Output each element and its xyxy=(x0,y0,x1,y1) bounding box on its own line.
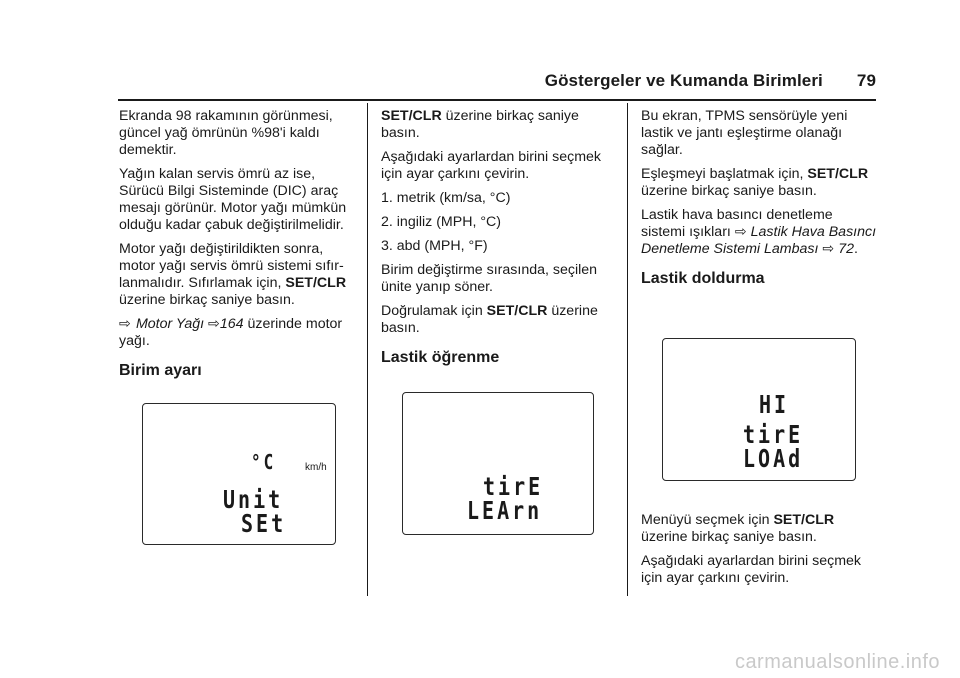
section-heading: Lastik doldurma xyxy=(641,270,765,287)
option-item: 2. ingiliz (MPH, °C) xyxy=(381,214,501,230)
lcd-line-1: tirE xyxy=(483,471,544,501)
paragraph: Motor yağı değiştirildikten sonra, motor yağı servis ömrü sistemi sıfır- lanmalıdır. Sıfırlamak için, SET/CLR üzerine birkaç saniye basın. xyxy=(119,241,347,308)
section-title: Göstergeler ve Kumanda Birimleri xyxy=(544,71,823,90)
lcd-display-tire-learn xyxy=(402,392,594,535)
page-number: 79 xyxy=(856,71,876,90)
paragraph: Aşağıdaki ayarlardan birini seçmek için ayar çarkını çevirin. xyxy=(641,553,862,586)
lcd-line-2: SEt xyxy=(241,508,287,538)
reference-link[interactable]: Lastik Hava Basıncı Denetleme Sistemi Lambası xyxy=(641,224,877,257)
lcd-speed-unit: km/h xyxy=(305,462,327,473)
section-heading: Lastik öğrenme xyxy=(381,349,500,366)
reference-link[interactable]: Motor Yağı xyxy=(135,316,205,332)
reference-page[interactable]: 72 xyxy=(838,241,854,257)
page-header xyxy=(545,71,876,91)
paragraph: Lastik hava basıncı denetleme sistemi ışıkları ⇨ Lastik Hava Basıncı Denetleme Sistemi Lambası ⇨ 72. xyxy=(641,207,877,257)
paragraph: SET/CLR üzerine birkaç saniye basın. xyxy=(381,108,579,141)
paragraph: Menüyü seçmek için SET/CLR üzerine birkaç saniye basın. xyxy=(641,512,835,545)
column-divider-1 xyxy=(367,103,368,596)
column-2 xyxy=(381,108,613,378)
lcd-line-2: LEArn xyxy=(467,495,543,525)
lcd-line-2: LOAd xyxy=(743,443,804,473)
column-3 xyxy=(641,108,879,299)
option-item: 1. metrik (km/sa, °C) xyxy=(381,190,511,206)
reference-arrow-icon: ⇨ xyxy=(822,241,835,257)
section-heading: Birim ayarı xyxy=(119,362,202,379)
lcd-display-unit-set xyxy=(142,403,336,545)
paragraph: Ekranda 98 rakamının görünmesi, güncel yağ ömrünün %98'i kaldı demektir. xyxy=(119,108,333,158)
lcd-line-0: HI xyxy=(759,389,790,419)
paragraph: Birim değiştirme sırasında, seçilen ünite yanıp söner. xyxy=(381,262,598,295)
watermark-text: carmanualsonline.info xyxy=(734,651,940,673)
paragraph: Aşağıdaki ayarlardan birini seçmek için ayar çarkını çevirin. xyxy=(381,149,602,182)
reference-arrow-icon: ⇨ xyxy=(734,224,747,240)
reference-arrow-icon: ⇨ xyxy=(208,316,220,332)
lcd-unit-symbol: °C xyxy=(251,450,277,474)
reference-arrow-icon: ⇨ xyxy=(119,316,131,332)
lcd-display-tire-load xyxy=(662,338,856,481)
paragraph: Eşleşmeyi başlatmak için, SET/CLR üzerine birkaç saniye basın. xyxy=(641,166,869,199)
column-3-lower xyxy=(641,512,879,594)
option-item: 3. abd (MPH, °F) xyxy=(381,238,488,254)
lcd-line-1: tirE xyxy=(743,419,804,449)
lcd-line-1: Unit xyxy=(223,484,284,514)
reference-page[interactable]: 164 xyxy=(219,316,244,332)
header-rule xyxy=(118,99,876,101)
column-divider-2 xyxy=(627,103,628,596)
column-1 xyxy=(119,108,355,391)
paragraph: Bu ekran, TPMS sensörüyle yeni lastik ve jantı eşleştirme olanağı sağlar. xyxy=(641,108,848,158)
paragraph: Yağın kalan servis ömrü az ise, Sürücü Bilgi Sisteminde (DIC) araç mesajı görünür. Motor yağı mümkün olduğu kadar çabuk değiştirilmelidir. xyxy=(119,166,347,233)
cross-reference: ⇨ Motor Yağı ⇨164 üzerinde motor yağı. xyxy=(119,316,343,349)
paragraph: Doğrulamak için SET/CLR üzerine basın. xyxy=(381,303,598,336)
